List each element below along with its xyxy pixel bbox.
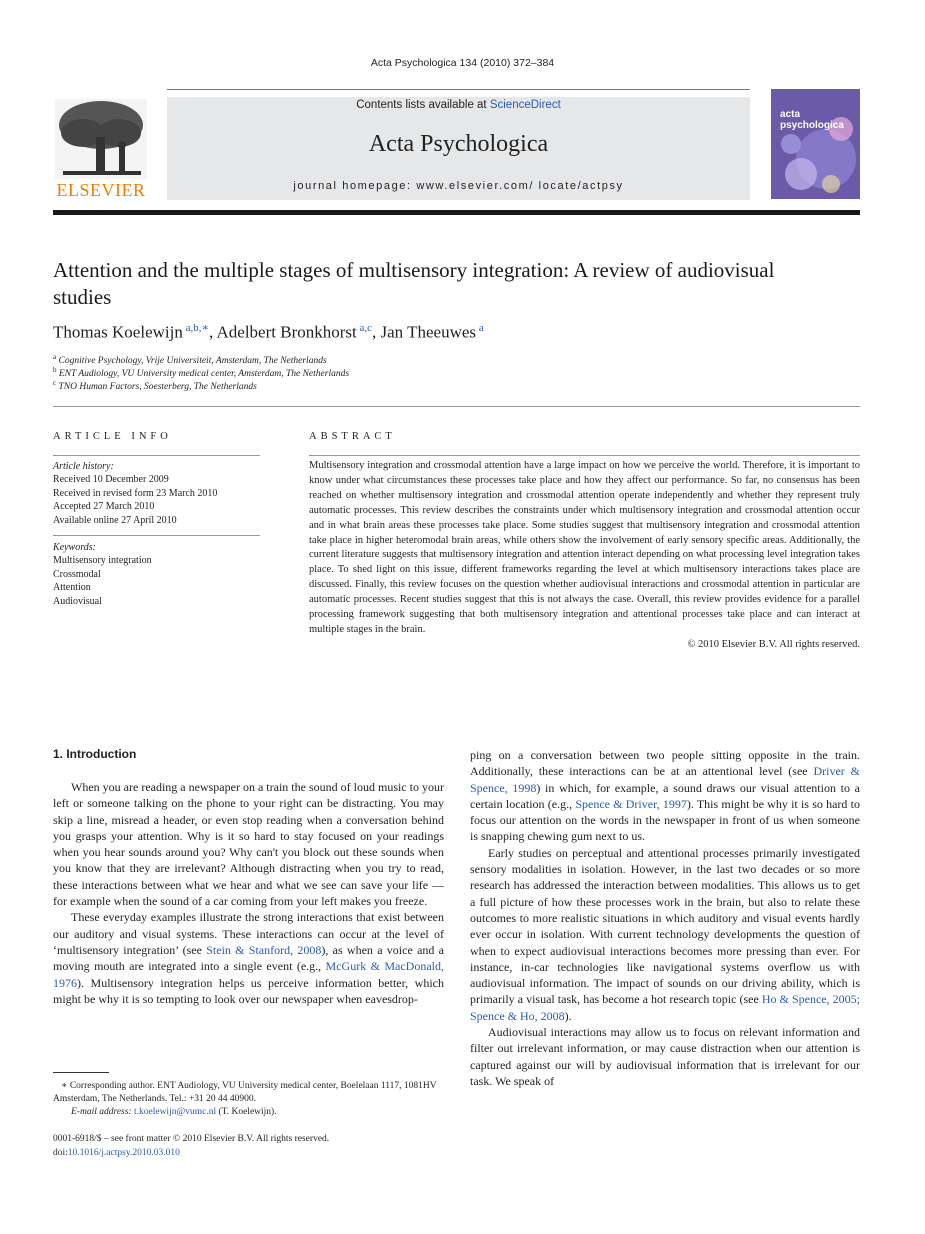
history-item: Received 10 December 2009 [53,474,169,486]
reference-link[interactable]: Stein & Stanford, 2008 [206,942,322,957]
author-name: Adelbert Bronkhorst [216,322,357,342]
affiliation: $^a$ Cognitive Psychology, Vrije Universiteit, Amsterdam, The Netherlands [53,353,327,367]
article-history [53,460,263,527]
abstract-rule [309,455,860,456]
body-paragraph: ping on a conversation between two people sitting opposite in the train. Additionally, these interactions can be at an attentional level (see Driver & Spence, 1998) in which, for example, a sound draws our visual attention to a certain location (e.g., Spence & Driver, 1997). This might be why it is so hard to focus our attention on the words in the newspaper in front of us when someone is snapping chewing gum next to us. [470,748,860,844]
body-paragraph: Audiovisual interactions may allow us to focus on relevant information and filter out irrelevant information, or may cause distraction when our attention is captured against our will by audiovisual information that is irrelevant for our task. We speak of [470,1025,860,1088]
body-paragraph: These everyday examples illustrate the strong interactions that exist between our auditory and visual systems. These interactions can occur at the level of ‘multisensory integration’ (see Stein & Stanford, 2008), as when a voice and a moving mouth are integrated into a single event (e.g., McGurk & MacDonald, 1976). Multisensory integration helps us perceive information better, which might be why it is so tempting to look over our newspaper when eavesdrop- [53,910,444,1006]
author-sup[interactable]: a,c [359,322,373,334]
author-sup[interactable]: a,b,∗ [185,322,209,334]
author-name: Thomas Koelewijn [53,322,183,342]
reference-link[interactable]: McGurk & MacDonald, 1976 [53,959,444,990]
section-heading: 1. Introduction [53,747,137,761]
header-divider [167,89,750,90]
cover-title: acta psychologica [780,109,844,131]
body-paragraph: When you are reading a newspaper on a train the sound of loud music to your left or someone talking on the phone to your right can be distracting. You may skip a line, misread a header, or even stop reading when a conversation behind you grasps your attention. Why is it so hard to stay focused on your readings when you hear sounds around you? Why can't you block out these sounds when you know that they are irrelevant? Although distracting when you try to read, these interactions between what we hear and what we see can save your life — for example when the sound of a car coming from your left makes you freeze. [53,780,444,909]
keyword: Crossmodal [53,568,101,580]
author-list: Thomas Koelewijn $^{a,b,∗}$, Adelbert Bronkhorst $^{a,c}$, Jan Theeuwes $^a$ [53,322,484,342]
cover-image-icon [771,89,860,199]
footnote-rule [53,1072,109,1073]
affiliation: $^b$ ENT Audiology, VU University medical center, Amsterdam, The Netherlands [53,366,350,380]
abstract-copyright: © 2010 Elsevier B.V. All rights reserved. [687,638,860,650]
footnote-email: E-mail address: t.koelewijn@vumc.nl (T. Koelewijn). [71,1107,277,1117]
email-link[interactable]: t.koelewijn@vumc.nl [133,1107,217,1117]
body-left-column [53,779,444,1007]
keywords [53,541,263,608]
abstract [309,459,860,653]
journal-homepage[interactable]: journal homepage: www.elsevier.com/ locate/actpsy [293,180,624,192]
paper-title: Attention and the multiple stages of multisensory integration: A review of audiovisual studies [53,258,775,309]
article-info-heading: ARTICLE INFO [53,431,172,442]
footnote-corresponding: ∗ Corresponding author. ENT Audiology, VU University medical center, Boelelaan 1117, 1081HV Amsterdam, The Netherlands. Tel.: +31 20 44 40900. [53,1081,437,1104]
keywords-label: Keywords: [53,542,96,553]
journal-title: Acta Psychologica [368,131,549,157]
reference-link[interactable]: Driver & Spence, 1998 [470,764,860,795]
keyword: Attention [53,582,91,594]
author-sup[interactable]: a [478,322,484,334]
sciencedirect-link[interactable]: ScienceDirect [489,99,561,111]
contents-line: Contents lists available at ScienceDirect [356,99,561,111]
doi-line: doi:10.1016/j.actpsy.2010.03.010 [53,1148,180,1158]
reference-link[interactable]: Spence & Driver, 1997 [575,796,687,811]
header-thick-rule [53,210,860,215]
author-name: Jan Theeuwes [380,322,477,342]
history-item: Available online 27 April 2010 [53,514,177,526]
elsevier-logo [53,97,149,201]
journal-cover [771,89,860,199]
article-info-rule [53,455,260,456]
body-right-column [470,747,860,1089]
doi-link[interactable]: 10.1016/j.actpsy.2010.03.010 [67,1148,180,1158]
body-paragraph: Early studies on perceptual and attentional processes primarily investigated sensory modalities in isolation. However, in the last two decades or so more research has addressed the interaction between modalities. This allows us to get a full picture of how these processes work in the brain, but also to relate these outcomes to more realistic situations in which auditory and visual events hardly ever occur in isolation. With current technology developments the question of when to expect audiovisual interactions becomes more pressing than ever. For instance, in-car technologies like navigational systems overflow us with audiovisual information. The impact of sounds on our driving ability, which is primarily a visual task, has become a hot research topic (see Ho & Spence, 2005; Spence & Ho, 2008). [470,845,860,1023]
publisher-logo-text: ELSEVIER [56,180,146,200]
abstract-heading: ABSTRACT [309,431,396,442]
keywords-rule [53,535,260,536]
reference-link[interactable]: Ho & Spence, 2005; Spence & Ho, 2008 [470,992,860,1023]
journal-citation: Acta Psychologica 134 (2010) 372–384 [370,57,555,69]
issn-line: 0001-6918/$ – see front matter © 2010 Elsevier B.V. All rights reserved. [53,1134,330,1144]
section-divider [53,406,860,407]
history-item: Received in revised form 23 March 2010 [53,487,218,499]
abstract-text: Multisensory integration and crossmodal attention have a large impact on how we perceive the world. Therefore, it is important to know under what circumstances these processes take place and how they affect our performance. So far, no consensus has been reached on whether multisensory integration and crossmodal attention operate independently and whether they represent truly automatic processes. This review describes the constraints under which multisensory integration and crossmodal attention occur and in what brain areas these processes take place. Some studies suggest that multisensory integration and crossmodal attention take place in higher heteromodal brain areas, while others show the involvement of early sensory specific areas. Additionally, the current literature suggests that multisensory integration and attention interact depending on what processing level integration takes place. To shed light on this issue, different frameworks regarding the level at which multisensory interactions takes place are discussed. Finally, this review focuses on the question whether audiovisual interactions and crossmodal attention in particular are automatic processes. Recent studies suggest that this is not always the case. Overall, this review provides evidence for a parallel processing framework suggesting that both multisensory integration and attentional processes take place and can interact at multiple stages in the brain. [309,460,860,635]
keyword: Audiovisual [53,595,102,607]
history-label: Article history: [53,461,114,472]
affiliation: $^c$ TNO Human Factors, Soesterberg, The Netherlands [53,379,257,393]
keyword: Multisensory integration [53,555,152,567]
history-item: Accepted 27 March 2010 [53,501,155,513]
